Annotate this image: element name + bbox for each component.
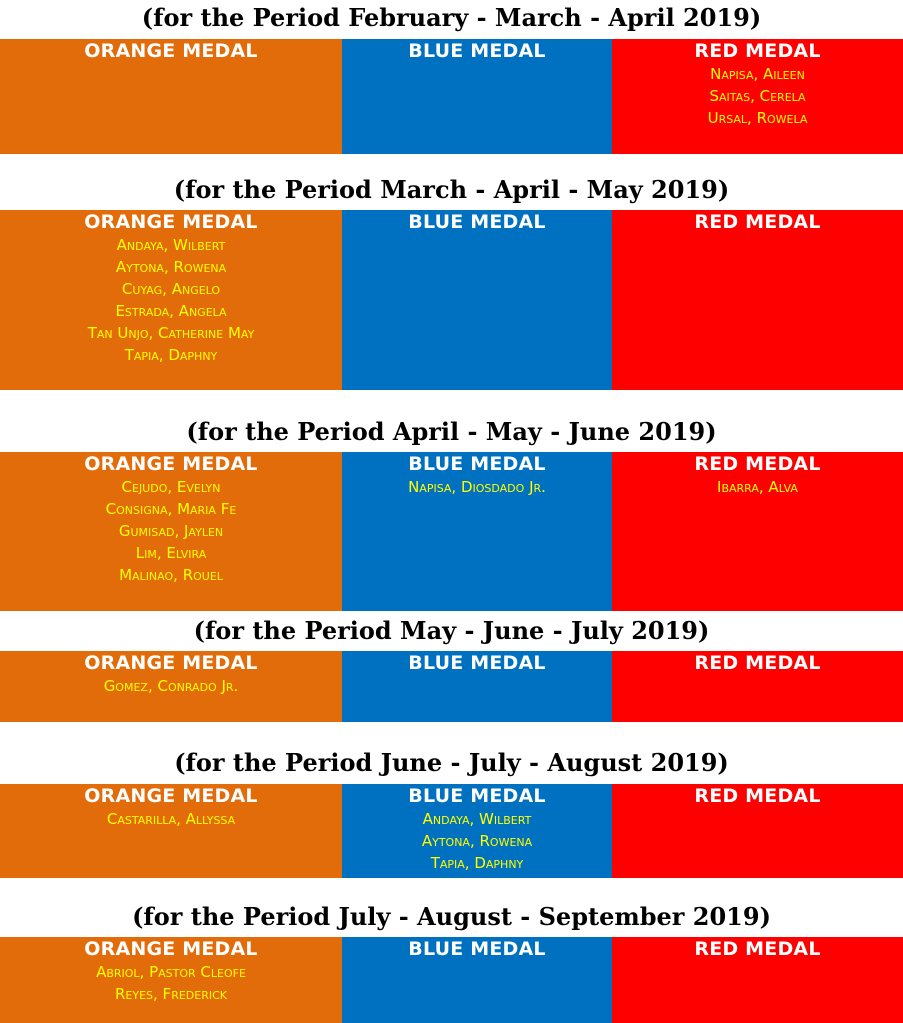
- period-band: [0, 39, 903, 154]
- red-medal-column: [612, 784, 903, 878]
- orange-medal-names: [0, 675, 342, 697]
- name-item: Andaya, Wilbert: [116, 236, 226, 254]
- orange-medal-names: [0, 476, 342, 586]
- period-band: [0, 210, 903, 390]
- name-item: Abriol, Pastor Cleofe: [96, 963, 246, 981]
- orange-medal-column: [0, 784, 342, 878]
- orange-medal-column: [0, 937, 342, 1023]
- name-item: Aytona, Rowena: [421, 832, 533, 850]
- name-item: Tan Unjo, Catherine May: [87, 324, 255, 342]
- orange-medal-column: [0, 210, 342, 390]
- name-item: Tapia, Daphny: [430, 854, 524, 872]
- blue-medal-names: [342, 476, 612, 498]
- orange-medal-heading: ORANGE MEDAL: [84, 938, 258, 960]
- red-medal-column: [612, 210, 903, 390]
- red-medal-heading: RED MEDAL: [694, 40, 821, 62]
- blue-medal-names: [342, 808, 612, 874]
- orange-medal-names: [0, 234, 342, 366]
- red-medal-column: [612, 937, 903, 1023]
- name-item: Cejudo, Evelyn: [121, 478, 221, 496]
- red-medal-heading: RED MEDAL: [694, 453, 821, 475]
- orange-medal-column: [0, 651, 342, 722]
- blue-medal-column: [342, 784, 612, 878]
- red-medal-heading: RED MEDAL: [694, 652, 821, 674]
- orange-medal-column: [0, 39, 342, 154]
- orange-medal-names: [0, 808, 342, 830]
- blue-medal-column: [342, 651, 612, 722]
- orange-medal-heading: ORANGE MEDAL: [84, 211, 258, 233]
- red-medal-column: [612, 651, 903, 722]
- period-band: [0, 784, 903, 878]
- orange-medal-names: [0, 961, 342, 1005]
- blue-medal-heading: BLUE MEDAL: [408, 785, 546, 807]
- name-item: Estrada, Angela: [115, 302, 227, 320]
- red-medal-names: [612, 63, 903, 129]
- name-item: Castarilla, Allyssa: [106, 810, 236, 828]
- red-medal-names: [612, 476, 903, 498]
- orange-medal-heading: ORANGE MEDAL: [84, 785, 258, 807]
- blue-medal-heading: BLUE MEDAL: [408, 453, 546, 475]
- name-item: Aytona, Rowena: [115, 258, 227, 276]
- blue-medal-heading: BLUE MEDAL: [408, 938, 546, 960]
- name-item: Saitas, Cerela: [709, 87, 806, 105]
- orange-medal-heading: ORANGE MEDAL: [84, 652, 258, 674]
- period-title: (for the Period July - August - September 2019): [132, 902, 771, 931]
- period-title: (for the Period February - March - April 2019): [141, 3, 762, 32]
- name-item: Tapia, Daphny: [124, 346, 218, 364]
- name-item: Lim, Elvira: [135, 544, 207, 562]
- name-item: Napisa, Diosdado Jr.: [408, 478, 546, 496]
- name-item: Napisa, Aileen: [710, 65, 805, 83]
- blue-medal-column: [342, 452, 612, 611]
- period-band: [0, 937, 903, 1023]
- blue-medal-column: [342, 210, 612, 390]
- blue-medal-heading: BLUE MEDAL: [408, 211, 546, 233]
- orange-medal-column: [0, 452, 342, 611]
- name-item: Gumisad, Jaylen: [118, 522, 224, 540]
- period-title: (for the Period March - April - May 2019): [173, 175, 730, 204]
- period-band: [0, 651, 903, 722]
- blue-medal-column: [342, 937, 612, 1023]
- period-band: [0, 452, 903, 611]
- name-item: Reyes, Frederick: [115, 985, 227, 1003]
- period-title: (for the Period May - June - July 2019): [193, 616, 710, 645]
- period-title: (for the Period April - May - June 2019): [186, 417, 717, 446]
- name-item: Cuyag, Angelo: [121, 280, 221, 298]
- red-medal-column: [612, 452, 903, 611]
- red-medal-heading: RED MEDAL: [694, 211, 821, 233]
- name-item: Ibarra, Alva: [717, 478, 798, 496]
- red-medal-heading: RED MEDAL: [694, 938, 821, 960]
- blue-medal-column: [342, 39, 612, 154]
- red-medal-column: [612, 39, 903, 154]
- name-item: Consigna, Maria Fe: [105, 500, 237, 518]
- blue-medal-heading: BLUE MEDAL: [408, 40, 546, 62]
- red-medal-heading: RED MEDAL: [694, 785, 821, 807]
- name-item: Andaya, Wilbert: [422, 810, 532, 828]
- period-title: (for the Period June - July - August 2019): [174, 748, 729, 777]
- orange-medal-heading: ORANGE MEDAL: [84, 40, 258, 62]
- orange-medal-heading: ORANGE MEDAL: [84, 453, 258, 475]
- name-item: Gomez, Conrado Jr.: [103, 677, 239, 695]
- blue-medal-heading: BLUE MEDAL: [408, 652, 546, 674]
- name-item: Malinao, Rouel: [119, 566, 223, 584]
- name-item: Ursal, Rowela: [707, 109, 808, 127]
